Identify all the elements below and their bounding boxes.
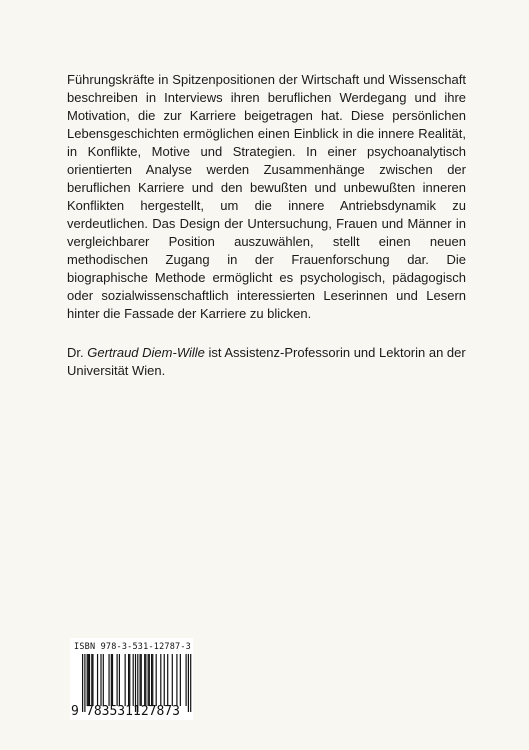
- barcode-bar: [180, 654, 181, 706]
- barcode-bar: [117, 654, 118, 706]
- barcode-bar: [112, 654, 113, 706]
- barcode-bar: [160, 654, 161, 706]
- barcode-bar: [176, 654, 177, 706]
- back-cover-description: Führungskräfte in Spitzenpositionen der Wirtschaft und Wissenschaft beschreiben in Interviews ihren beruflichen Werdegang und ihre Motivation, die zur Karriere beigetragen hat. Diese persönlichen Lebensgeschichten ermöglichen einen Einblick in die innere Realität, in Konflikte, Motive und Strategien. In einer psychoanalytisch orientierten Analyse werden Zusammenhänge zwischen der beruflichen Karriere und den bewußten und unbewußten inneren Konflikten hergestellt, um die innere Antriebsdynamik zu verdeutlichen. Das Design der Untersuchung, Frauen und Männer in vergleichbarer Position auszuwählen, stellt einen neuen methodischen Zugang in der Frauenforschung dar. Die biographische Methode ermöglicht es psychologisch, pädagogisch oder sozialwissenschaftlich interessierten Leserinnen und Lesern hinter die Fassade der Karriere zu blicken.: [67, 72, 466, 321]
- barcode-bar: [111, 654, 112, 706]
- barcode-bar: [156, 654, 157, 706]
- barcode-bar: [92, 654, 93, 706]
- barcode-bar: [141, 654, 142, 706]
- author-bio: [67, 344, 466, 380]
- barcode-bar: [144, 654, 145, 706]
- isbn-label: ISBN 978-3-531-12787-3: [74, 642, 191, 652]
- barcode-bar: [167, 654, 168, 706]
- barcode-digit-first: 9: [71, 704, 79, 719]
- barcode-bar: [88, 654, 89, 706]
- barcode-bar: [100, 654, 101, 706]
- barcode-digits-left: 783531: [86, 704, 133, 719]
- barcode-bar: [164, 654, 165, 706]
- barcode-bar: [125, 654, 126, 706]
- barcode-bar: [152, 654, 153, 706]
- barcode-panel: [70, 638, 193, 720]
- barcode-digits-right: 127873: [133, 704, 180, 719]
- barcode-bar: [128, 654, 129, 706]
- barcode-bar: [89, 654, 90, 706]
- barcode-bar: [149, 654, 150, 706]
- author-bio-text: ist Assistenz-Professorin und Lektorin an der Universität Wien.: [67, 345, 466, 378]
- barcode-bar: [145, 654, 146, 706]
- barcode-digits: [70, 704, 193, 720]
- barcode-bar: [186, 654, 187, 706]
- barcode-bar: [140, 654, 141, 706]
- barcode-bar: [129, 654, 130, 706]
- barcode-bar: [91, 654, 92, 706]
- barcode-bar: [172, 654, 173, 706]
- barcode-bar: [97, 654, 98, 706]
- author-title: Dr.: [67, 345, 88, 360]
- author-name: Gertraud Diem-Wille: [87, 345, 205, 360]
- barcode-bar: [148, 654, 149, 706]
- barcode-bar: [87, 654, 88, 706]
- barcode-bar: [108, 654, 109, 706]
- barcode-bar: [103, 654, 104, 706]
- barcode-bar: [119, 654, 120, 706]
- barcode-bar: [133, 654, 134, 706]
- barcode-bar: [151, 654, 152, 706]
